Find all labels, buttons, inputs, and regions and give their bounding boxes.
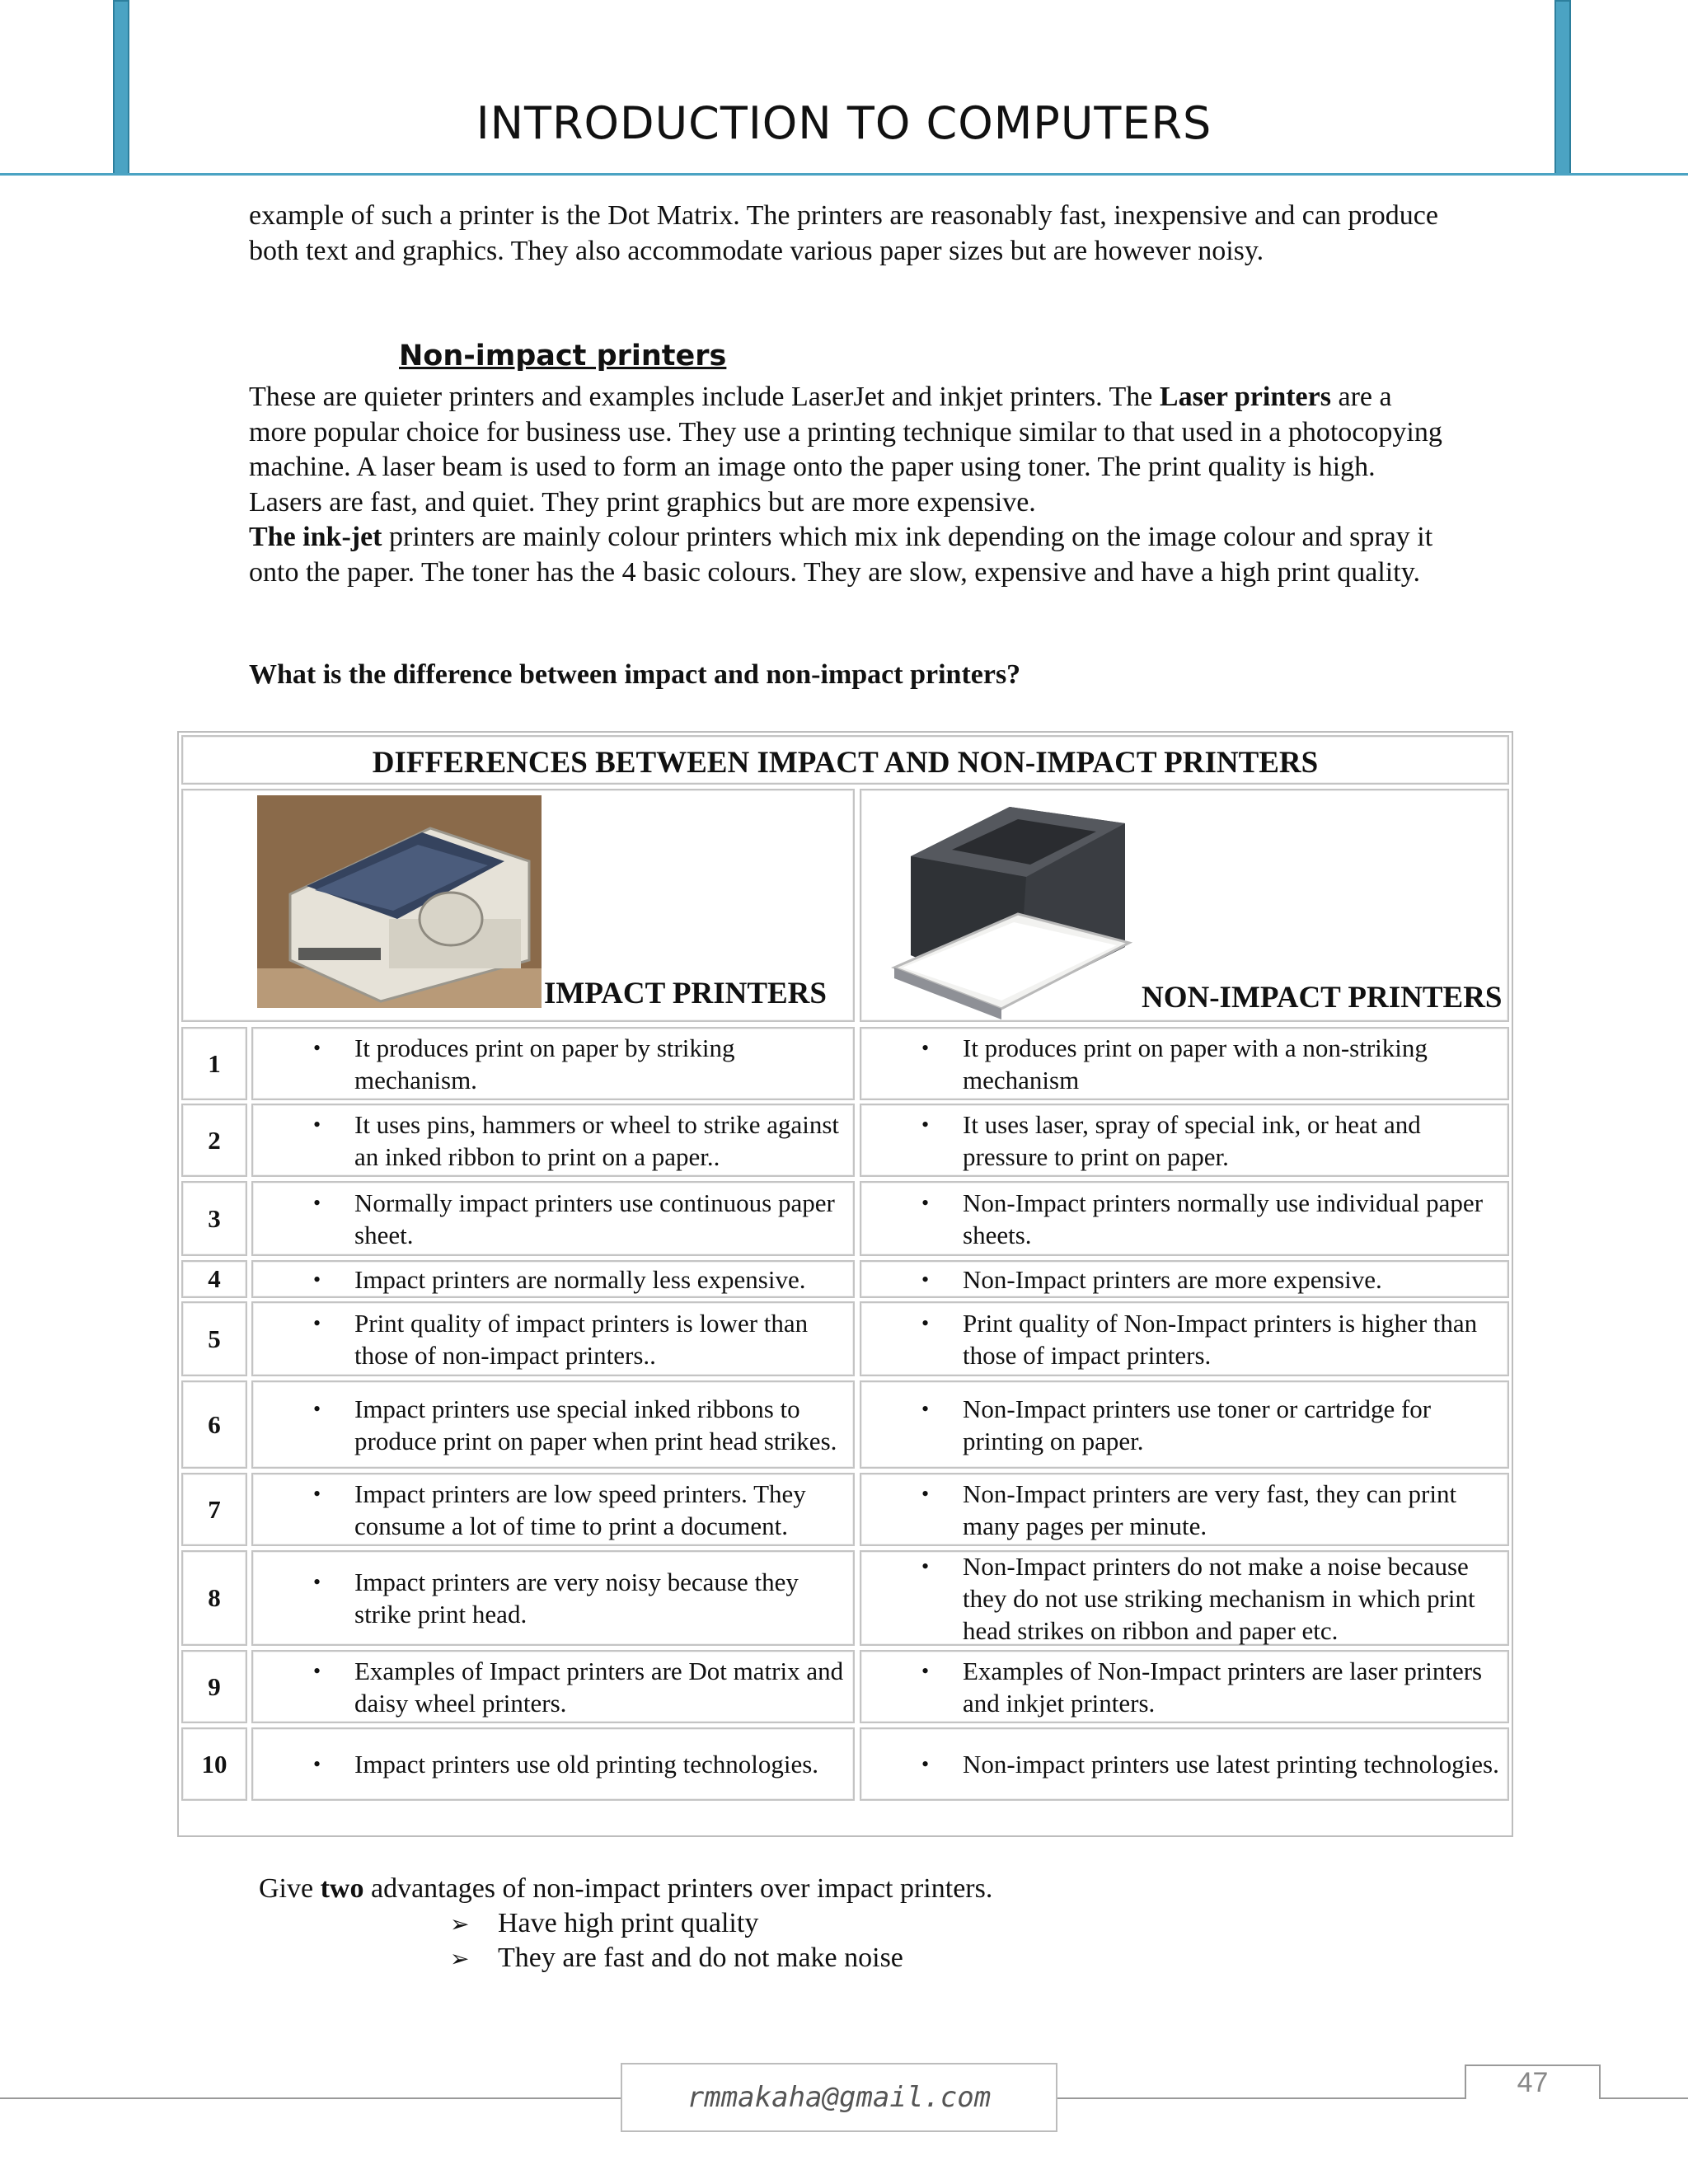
bullet-icon: • [921, 1481, 930, 1506]
row-number: 3 [208, 1203, 221, 1233]
row-number: 6 [208, 1409, 221, 1439]
bullet-icon: • [313, 1310, 321, 1335]
advantages-prompt-a: Give [259, 1873, 321, 1904]
row-number-cell [181, 1181, 247, 1256]
nonimpact-cell [860, 1727, 1509, 1801]
header-accent-left [113, 0, 129, 176]
impact-cell [251, 1027, 855, 1100]
row-number-cell [181, 1301, 247, 1376]
footer-email: rmmakaha@gmail.com [621, 2063, 1057, 2132]
advantage-text: Have high print quality [498, 1908, 759, 1938]
nonimpact-text: Non-Impact printers are more expensive. [963, 1264, 1382, 1294]
nonimpact-text: Non-Impact printers normally use individual paper sheets. [963, 1188, 1484, 1249]
bullet-icon: • [313, 1035, 321, 1060]
nonimpact-difference-text [921, 1729, 1507, 1799]
bullet-icon: • [921, 1658, 930, 1683]
advantage-text: They are fast and do not make noise [498, 1943, 903, 1973]
nonimpact-difference-text [921, 1105, 1507, 1175]
impact-cell [251, 1380, 855, 1469]
impact-difference-text [313, 1303, 849, 1375]
nonimpact-cell [860, 1181, 1509, 1256]
bullet-icon: • [921, 1035, 930, 1060]
nonimpact-text: Non-Impact printers are very fast, they can print many pages per minute. [963, 1479, 1457, 1540]
nonimpact-text: Non-impact printers use latest printing technologies. [963, 1750, 1499, 1779]
nonimpact-difference-text [921, 1262, 1507, 1296]
nonimpact-cell [860, 1027, 1509, 1100]
impact-text: Impact printers are normally less expensive. [354, 1264, 806, 1294]
nonimpact-text: Non-Impact printers do not make a noise because they do not use striking mechanism in which print head strikes on ribbon and paper etc. [963, 1551, 1475, 1645]
row-number-cell [181, 1380, 247, 1469]
bullet-icon: • [313, 1112, 321, 1137]
nonimpact-text: Examples of Non-Impact printers are laser printers and inkjet printers. [963, 1656, 1483, 1718]
impact-text: Print quality of impact printers is lower than those of non-impact printers.. [354, 1308, 809, 1370]
nonimpact-cell [860, 1260, 1509, 1298]
bullet-icon: • [921, 1752, 930, 1776]
bullet-icon: • [313, 1752, 321, 1776]
laser-printer-image [878, 790, 1154, 1019]
section-heading: Non-impact printers [399, 340, 727, 373]
nonimpact-header-cell [860, 789, 1509, 1022]
nonimpact-difference-text [921, 1474, 1507, 1544]
advantages-prompt-b: advantages of non-impact printers over impact printers. [363, 1873, 993, 1904]
bullet-icon: • [313, 1570, 321, 1594]
impact-difference-text [313, 1729, 849, 1799]
nonimpact-text-2: are a more popular choice for business use. They use a printing technique similar to that used in a photocopying machine. A laser beam is used to form an image onto the paper using toner. The print quality is high. Lasers are fast, and quiet. They print graphics but are more expensive. [249, 382, 1442, 518]
impact-cell [251, 1650, 855, 1723]
nonimpact-cell [860, 1104, 1509, 1177]
advantage-item [450, 1943, 903, 1974]
nonimpact-column-heading: NON-IMPACT PRINTERS [1142, 981, 1503, 1015]
bullet-icon: • [921, 1112, 930, 1137]
bullet-icon: • [921, 1267, 930, 1291]
impact-difference-text [313, 1262, 849, 1296]
row-number-cell [181, 1104, 247, 1177]
nonimpact-cell [860, 1380, 1509, 1469]
impact-cell [251, 1550, 855, 1646]
nonimpact-difference-text [921, 1303, 1507, 1375]
bullet-icon: • [921, 1554, 930, 1578]
impact-difference-text [313, 1652, 849, 1722]
row-number: 2 [208, 1125, 221, 1155]
bullet-icon: • [313, 1396, 321, 1421]
nonimpact-difference-text [921, 1652, 1507, 1722]
bullet-icon: • [921, 1396, 930, 1421]
nonimpact-cell [860, 1550, 1509, 1646]
arrow-bullet-icon: ➢ [450, 1910, 470, 1938]
header-rule [0, 173, 1688, 176]
row-number: 1 [208, 1048, 221, 1078]
nonimpact-text: It uses laser, spray of special ink, or heat and pressure to print on paper. [963, 1109, 1421, 1171]
impact-text: Impact printers use old printing technologies. [354, 1750, 819, 1779]
impact-text: It uses pins, hammers or wheel to strike against an inked ribbon to print on a paper.. [354, 1109, 840, 1171]
impact-header-cell [181, 789, 855, 1022]
inkjet-text: printers are mainly colour printers which mix ink depending on the image colour and spray it onto the paper. The toner has the 4 basic colours. They are slow, expensive and have a high print quality. [249, 522, 1433, 588]
row-number: 8 [208, 1583, 221, 1612]
row-number: 7 [208, 1494, 221, 1524]
inkjet-term: The ink-jet [249, 522, 382, 552]
impact-difference-text [313, 1474, 849, 1544]
row-number: 4 [208, 1264, 221, 1293]
laser-printers-term: Laser printers [1159, 382, 1331, 412]
impact-cell [251, 1473, 855, 1546]
nonimpact-difference-text [921, 1029, 1507, 1099]
comparison-table [177, 731, 1513, 1837]
question-text: What is the difference between impact and non-impact printers? [249, 659, 1021, 690]
nonimpact-cell [860, 1473, 1509, 1546]
impact-text: It produces print on paper by striking mechanism. [354, 1033, 735, 1094]
page-header-title: INTRODUCTION TO COMPUTERS [476, 97, 1212, 149]
advantages-prompt [259, 1873, 992, 1905]
row-number-cell [181, 1473, 247, 1546]
bullet-icon: • [313, 1267, 321, 1291]
impact-cell [251, 1301, 855, 1376]
advantage-item [450, 1908, 758, 1939]
nonimpact-paragraph [249, 380, 1452, 590]
impact-difference-text [313, 1552, 849, 1644]
intro-paragraph: example of such a printer is the Dot Matrix. The printers are reasonably fast, inexpensive and can produce both text and graphics. They also accommodate various paper sizes but are however noisy. [249, 200, 1438, 266]
impact-cell [251, 1181, 855, 1256]
bullet-icon: • [313, 1658, 321, 1683]
bullet-icon: • [921, 1190, 930, 1215]
row-number-cell [181, 1727, 247, 1801]
table-title-cell [181, 735, 1509, 785]
impact-difference-text [313, 1105, 849, 1175]
nonimpact-text: It produces print on paper with a non-striking mechanism [963, 1033, 1428, 1094]
impact-text: Examples of Impact printers are Dot matrix and daisy wheel printers. [354, 1656, 844, 1718]
row-number-cell [181, 1027, 247, 1100]
row-number: 9 [208, 1671, 221, 1701]
nonimpact-cell [860, 1650, 1509, 1723]
bullet-icon: • [313, 1481, 321, 1506]
impact-difference-text [313, 1382, 849, 1467]
footer-rule-left [0, 2097, 621, 2099]
impact-text: Impact printers are low speed printers. They consume a lot of time to print a document. [354, 1479, 806, 1540]
impact-difference-text [313, 1183, 849, 1254]
row-number: 10 [201, 1749, 227, 1779]
page-number: 47 [1465, 2064, 1601, 2099]
nonimpact-cell [860, 1301, 1509, 1376]
row-number-cell [181, 1260, 247, 1298]
impact-cell [251, 1104, 855, 1177]
nonimpact-text: Print quality of Non-Impact printers is higher than those of impact printers. [963, 1308, 1478, 1370]
dot-matrix-printer-image [257, 795, 542, 1008]
bullet-icon: • [921, 1310, 930, 1335]
impact-column-heading: IMPACT PRINTERS [544, 977, 827, 1010]
arrow-bullet-icon: ➢ [450, 1945, 470, 1972]
table-title: DIFFERENCES BETWEEN IMPACT AND NON-IMPACT PRINTERS [372, 746, 1319, 780]
nonimpact-text-1: These are quieter printers and examples include LaserJet and inkjet printers. The [249, 382, 1160, 412]
row-number-cell [181, 1550, 247, 1646]
bullet-icon: • [313, 1190, 321, 1215]
nonimpact-difference-text [921, 1382, 1507, 1467]
row-number: 5 [208, 1324, 221, 1353]
impact-text: Normally impact printers use continuous paper sheet. [354, 1188, 835, 1249]
impact-text: Impact printers are very noisy because they strike print head. [354, 1568, 799, 1629]
impact-text: Impact printers use special inked ribbons to produce print on paper when print head strikes. [354, 1394, 837, 1455]
nonimpact-difference-text [921, 1551, 1507, 1645]
advantages-prompt-bold: two [320, 1873, 364, 1904]
footer-rule-right [1601, 2097, 1688, 2099]
row-number-cell [181, 1650, 247, 1723]
nonimpact-difference-text [921, 1183, 1507, 1254]
nonimpact-text: Non-Impact printers use toner or cartridge for printing on paper. [963, 1394, 1432, 1455]
impact-cell [251, 1260, 855, 1298]
footer-rule-mid [1057, 2097, 1465, 2099]
impact-cell [251, 1727, 855, 1801]
impact-difference-text [313, 1029, 849, 1099]
header-accent-right [1554, 0, 1571, 176]
